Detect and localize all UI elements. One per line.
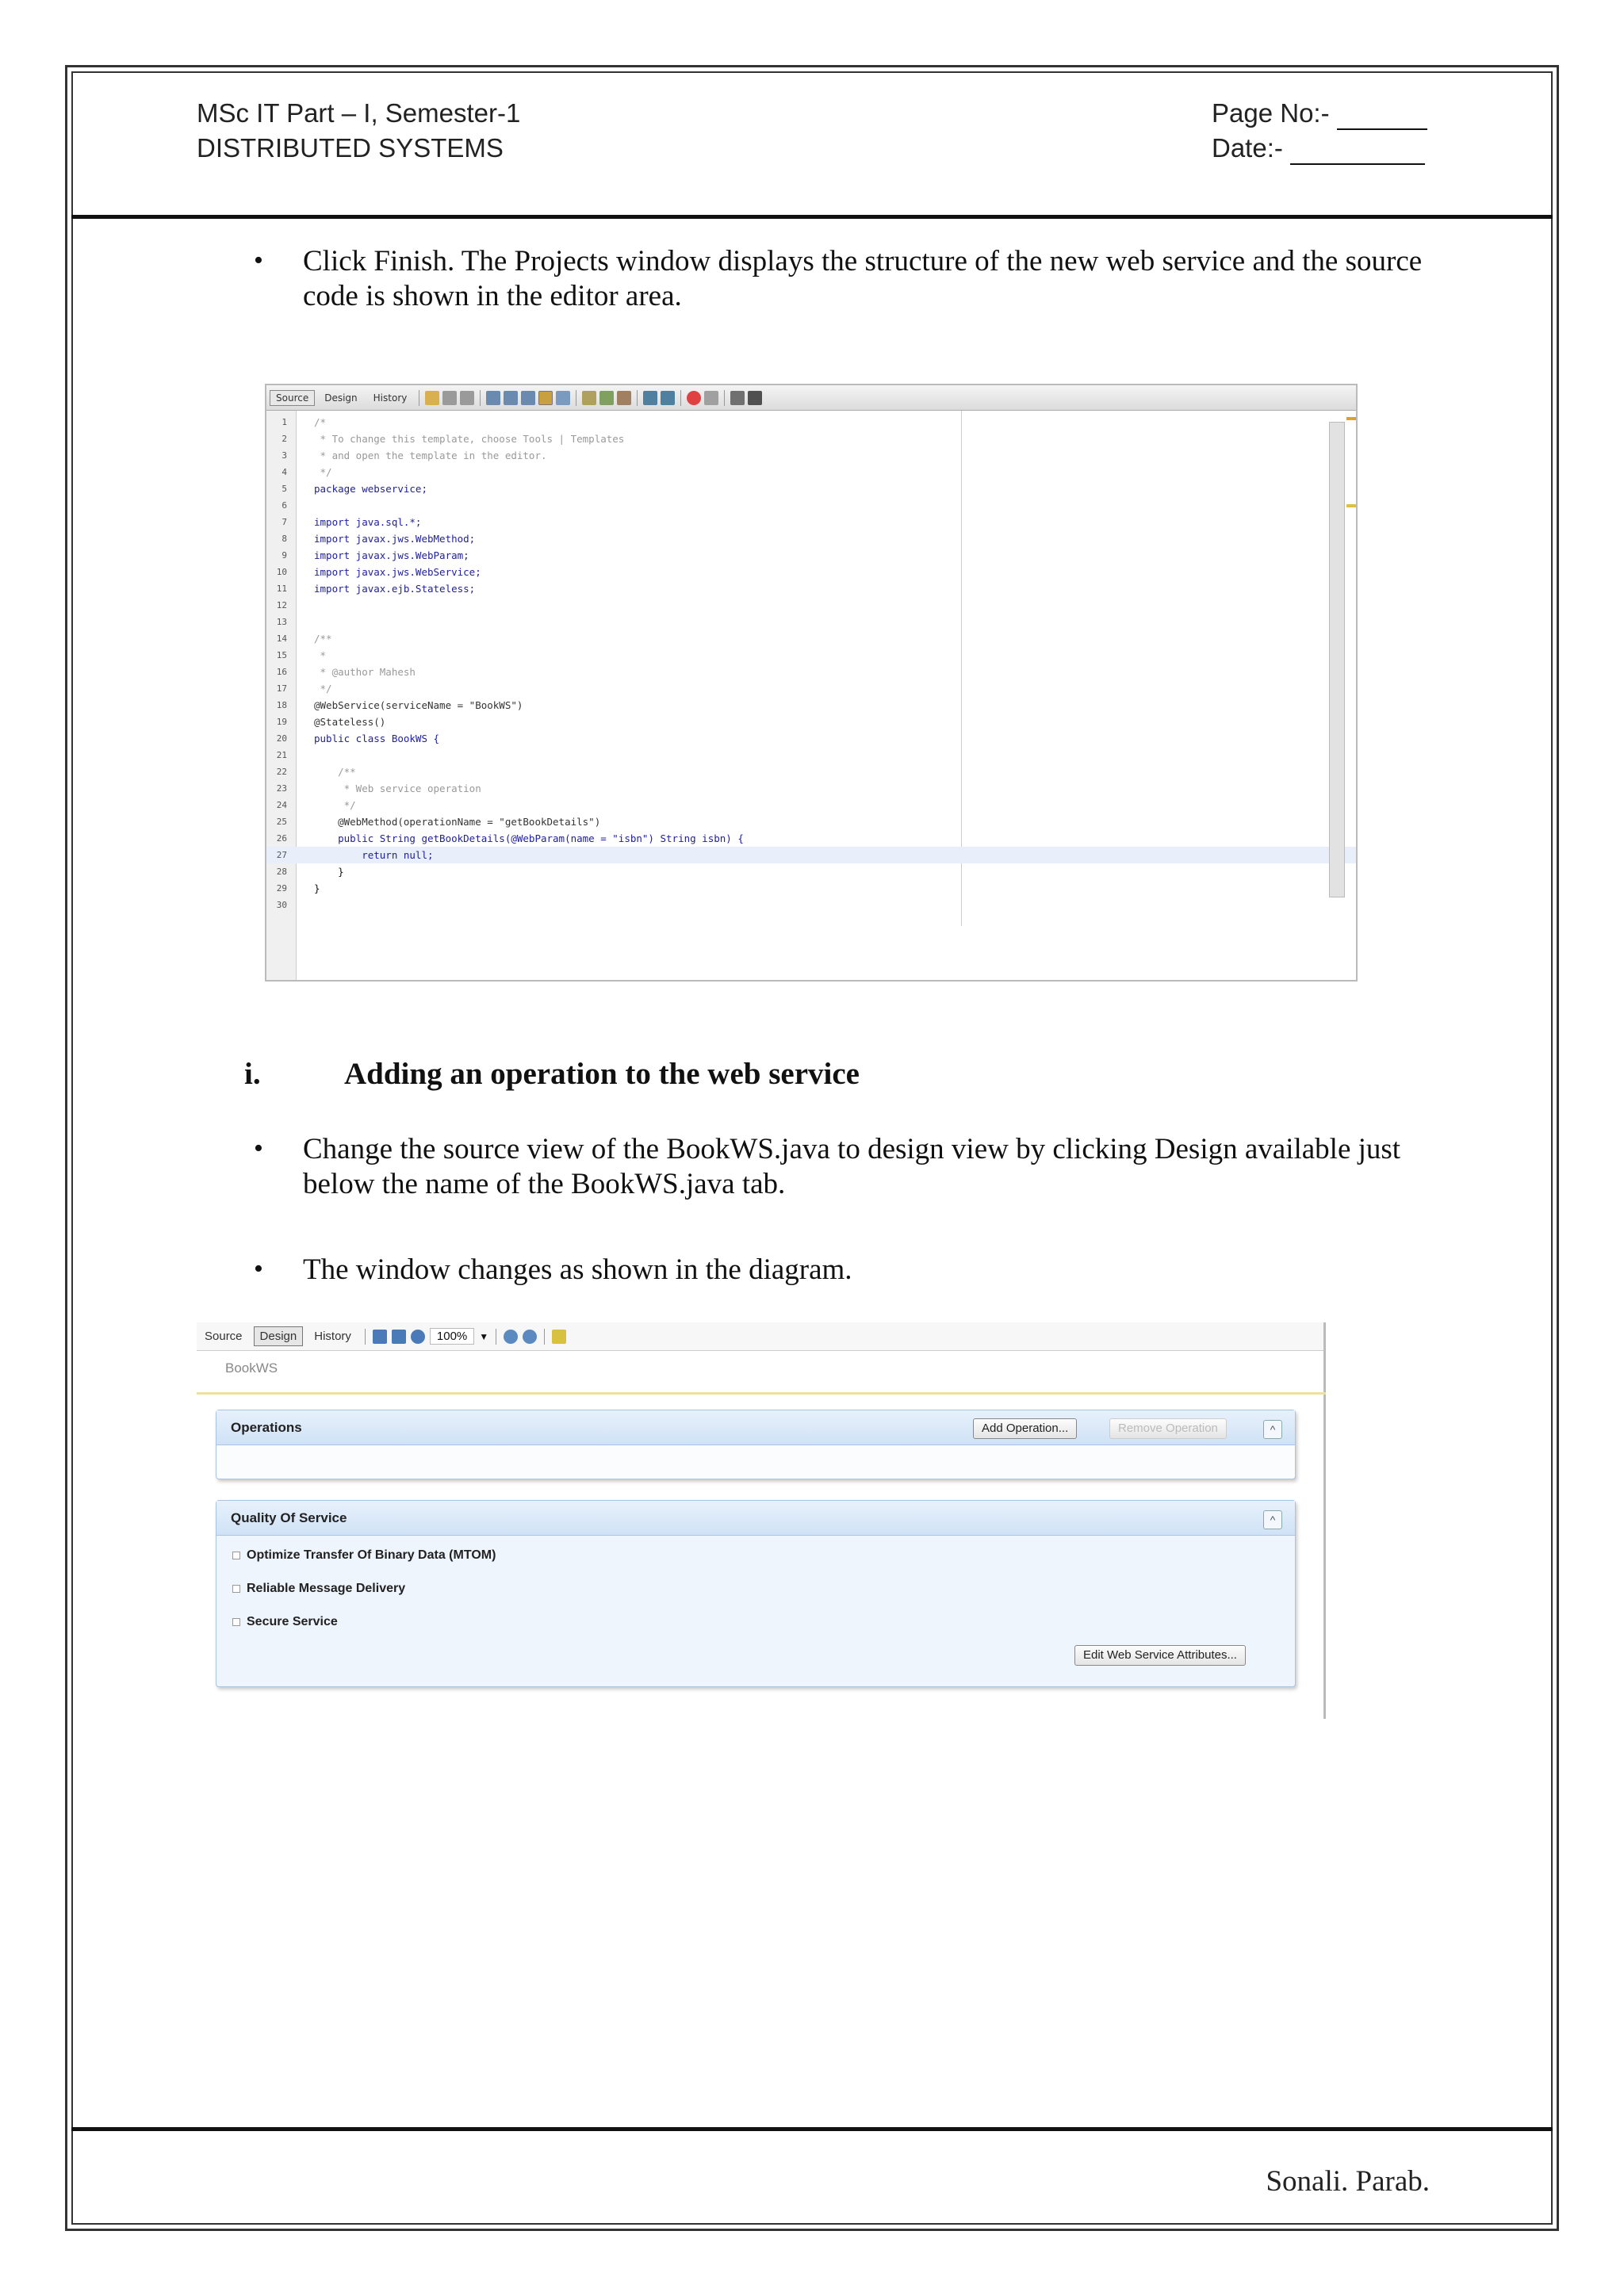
code-line[interactable] <box>266 847 1356 863</box>
service-name-underline <box>197 1392 1326 1395</box>
design-right-border <box>1323 1322 1326 1719</box>
code-line[interactable] <box>266 830 1356 847</box>
operations-panel <box>216 1410 1296 1479</box>
zoom-in-icon[interactable] <box>504 1330 518 1344</box>
diff-icon[interactable] <box>730 391 745 405</box>
paragraph-change-view: Change the source view of the BookWS.java to design view by clicking Design available just below the name of the BookWS.java tab. <box>303 1133 1401 1200</box>
toolbar-separator <box>480 390 481 406</box>
secure-service-label: Secure Service <box>247 1615 338 1628</box>
code-line[interactable] <box>266 697 1356 714</box>
code-text: } <box>314 882 320 894</box>
find-next-icon[interactable] <box>521 391 535 405</box>
find-icon[interactable] <box>486 391 500 405</box>
error-stripe-marker <box>1346 504 1356 507</box>
date-blank <box>1290 133 1425 165</box>
code-text: /* <box>314 416 327 428</box>
add-operation-button[interactable]: Add Operation... <box>973 1418 1077 1439</box>
line-number: 10 <box>276 567 287 577</box>
stop-macro-icon[interactable] <box>704 391 718 405</box>
code-text: * To change this template, choose Tools | Templates <box>314 433 625 445</box>
line-number: 15 <box>276 650 287 660</box>
error-stripe-marker <box>1346 417 1356 420</box>
code-line[interactable] <box>266 714 1356 730</box>
code-text: * <box>314 649 327 661</box>
code-text: import javax.jws.WebMethod; <box>314 533 476 545</box>
code-text: import javax.jws.WebService; <box>314 566 481 578</box>
shift-right-icon[interactable] <box>599 391 614 405</box>
last-edit-icon[interactable] <box>425 391 439 405</box>
edit-attributes-button[interactable]: Edit Web Service Attributes... <box>1074 1645 1246 1666</box>
record-macro-icon[interactable] <box>687 391 701 405</box>
code-text: */ <box>314 799 356 811</box>
line-number: 12 <box>276 600 287 610</box>
fit-width-icon[interactable] <box>392 1330 406 1344</box>
line-number: 30 <box>276 900 287 910</box>
chevron-down-icon[interactable]: ▼ <box>479 1330 489 1342</box>
secure-service-checkbox[interactable] <box>232 1618 240 1626</box>
bookmark-icon[interactable] <box>617 391 631 405</box>
code-line[interactable] <box>266 730 1356 747</box>
collapse-icon[interactable]: ^ <box>1263 1420 1282 1439</box>
code-line[interactable] <box>266 763 1356 780</box>
code-line[interactable] <box>266 480 1356 497</box>
code-text: @WebService(serviceName = "BookWS") <box>314 699 523 711</box>
editor-toolbar <box>266 385 1356 411</box>
code-line[interactable] <box>266 530 1356 547</box>
find-previous-icon[interactable] <box>504 391 518 405</box>
secure-service-option[interactable] <box>232 1615 338 1629</box>
tab-history[interactable]: History <box>373 392 408 404</box>
mtom-label: Optimize Transfer Of Binary Data (MTOM) <box>247 1548 496 1562</box>
header-divider <box>71 215 1553 219</box>
line-number: 21 <box>276 750 287 760</box>
code-line[interactable] <box>266 614 1356 630</box>
code-line[interactable] <box>266 680 1356 697</box>
date-label: Date:- <box>1212 133 1283 163</box>
zoom-select[interactable]: 100% <box>430 1328 474 1345</box>
code-text: @Stateless() <box>314 716 386 728</box>
bullet-dot: • <box>254 1254 263 1284</box>
fit-diagram-icon[interactable] <box>373 1330 387 1344</box>
code-text: import javax.jws.WebParam; <box>314 549 469 561</box>
code-line[interactable] <box>266 514 1356 530</box>
toggle-search-icon[interactable] <box>556 391 570 405</box>
subject-label: DISTRIBUTED SYSTEMS <box>197 133 504 163</box>
mtom-checkbox[interactable] <box>232 1552 240 1559</box>
line-number: 3 <box>282 450 287 461</box>
reliable-delivery-label: Reliable Message Delivery <box>247 1582 406 1595</box>
date-field <box>1212 133 1425 165</box>
code-line[interactable] <box>266 863 1356 880</box>
code-text: /** <box>314 766 356 778</box>
code-line[interactable] <box>266 897 1356 913</box>
code-line[interactable] <box>266 630 1356 647</box>
toolbar-separator <box>637 390 638 406</box>
reliable-delivery-checkbox[interactable] <box>232 1585 240 1593</box>
tab-source[interactable]: Source <box>270 390 315 406</box>
tab-history[interactable]: History <box>314 1330 351 1343</box>
quality-of-service-panel <box>216 1500 1296 1687</box>
section-title: Adding an operation to the web service <box>344 1057 860 1091</box>
line-number: 19 <box>276 717 287 727</box>
zoom-out-icon[interactable] <box>523 1330 537 1344</box>
qos-title: Quality Of Service <box>231 1510 347 1525</box>
code-text: } <box>314 866 344 878</box>
line-number: 4 <box>282 467 287 477</box>
vertical-scrollbar[interactable] <box>1329 422 1345 897</box>
code-text: return null; <box>314 849 434 861</box>
code-line[interactable] <box>266 747 1356 763</box>
line-number: 9 <box>282 550 287 561</box>
toolbar-separator <box>544 1329 545 1345</box>
code-text: * @author Mahesh <box>314 666 416 678</box>
collapse-icon[interactable]: ^ <box>1263 1510 1282 1529</box>
line-number: 22 <box>276 767 287 777</box>
tab-source[interactable]: Source <box>205 1330 243 1343</box>
line-number: 7 <box>282 517 287 527</box>
code-text: */ <box>314 466 332 478</box>
author-name: Sonali. Parab. <box>1266 2165 1430 2198</box>
line-number: 20 <box>276 733 287 744</box>
code-text: /** <box>314 633 332 645</box>
back-icon[interactable] <box>442 391 457 405</box>
tasks-icon[interactable] <box>748 391 762 405</box>
forward-icon[interactable] <box>460 391 474 405</box>
code-text: import java.sql.*; <box>314 516 422 528</box>
line-number: 1 <box>282 417 287 427</box>
code-line[interactable] <box>266 780 1356 797</box>
code-text: */ <box>314 683 332 695</box>
code-text: * and open the template in the editor. <box>314 450 547 461</box>
code-line[interactable] <box>266 797 1356 813</box>
code-text: @WebMethod(operationName = "getBookDetails") <box>314 816 601 828</box>
code-line[interactable] <box>266 464 1356 480</box>
code-text: import javax.ejb.Stateless; <box>314 583 476 595</box>
code-line[interactable] <box>266 447 1356 464</box>
code-line[interactable] <box>266 880 1356 897</box>
code-text: package webservice; <box>314 483 427 495</box>
uncomment-icon[interactable] <box>661 391 675 405</box>
code-line[interactable] <box>266 647 1356 664</box>
tab-design[interactable]: Design <box>254 1326 304 1346</box>
shift-left-icon[interactable] <box>582 391 596 405</box>
page-no-label: Page No:- <box>1212 98 1330 128</box>
line-number: 25 <box>276 817 287 827</box>
line-number: 27 <box>276 850 287 860</box>
operations-title: Operations <box>231 1420 302 1435</box>
paragraph-click-finish: Click Finish. The Projects window displays the structure of the new web service and the source code is shown in the editor area. <box>303 245 1423 312</box>
code-line[interactable] <box>266 497 1356 514</box>
code-line[interactable] <box>266 547 1356 564</box>
line-number: 29 <box>276 883 287 894</box>
code-line[interactable] <box>266 430 1356 447</box>
page-no-blank <box>1337 98 1427 130</box>
bullet-dot: • <box>254 246 263 275</box>
paragraph-window-changes: The window changes as shown in the diagram. <box>303 1253 852 1286</box>
code-line[interactable] <box>266 564 1356 580</box>
line-number: 23 <box>276 783 287 794</box>
line-number: 5 <box>282 484 287 494</box>
code-line[interactable] <box>266 813 1356 830</box>
design-toolbar <box>197 1322 1326 1351</box>
section-number: i. <box>244 1057 261 1091</box>
comment-icon[interactable] <box>552 1330 566 1344</box>
line-number: 24 <box>276 800 287 810</box>
code-text: public class BookWS { <box>314 733 440 744</box>
bullet-dot: • <box>254 1134 263 1163</box>
zoom-reset-icon[interactable] <box>411 1330 425 1344</box>
toolbar-separator <box>365 1329 366 1345</box>
tab-design[interactable]: Design <box>324 392 358 404</box>
remove-operation-button[interactable]: Remove Operation <box>1109 1418 1227 1439</box>
service-name: BookWS <box>225 1360 278 1376</box>
course-label: MSc IT Part – I, Semester-1 <box>197 98 521 128</box>
mtom-option[interactable] <box>232 1548 496 1563</box>
line-number: 16 <box>276 667 287 677</box>
line-number: 2 <box>282 434 287 444</box>
operations-panel-header <box>216 1410 1295 1445</box>
line-number: 17 <box>276 683 287 694</box>
code-line[interactable] <box>266 414 1356 430</box>
line-number: 8 <box>282 534 287 544</box>
toolbar-separator <box>724 390 725 406</box>
line-number: 11 <box>276 584 287 594</box>
line-number: 6 <box>282 500 287 511</box>
qos-panel-header <box>216 1501 1295 1536</box>
line-number: 13 <box>276 617 287 627</box>
line-number: 26 <box>276 833 287 844</box>
line-number: 14 <box>276 633 287 644</box>
code-text: * Web service operation <box>314 783 481 794</box>
toolbar-separator <box>680 390 681 406</box>
line-number: 18 <box>276 700 287 710</box>
code-line[interactable] <box>266 580 1356 597</box>
page-no-field <box>1212 98 1427 130</box>
design-view-screenshot <box>197 1322 1326 1719</box>
line-number: 28 <box>276 867 287 877</box>
footer-divider <box>71 2127 1553 2131</box>
reliable-delivery-option[interactable] <box>232 1582 405 1596</box>
code-line[interactable] <box>266 664 1356 680</box>
code-text: public String getBookDetails(@WebParam(name = "isbn") String isbn) { <box>314 832 744 844</box>
comment-icon[interactable] <box>643 391 657 405</box>
code-line[interactable] <box>266 597 1356 614</box>
toggle-highlight-icon[interactable] <box>538 391 553 405</box>
editor-screenshot <box>265 384 1358 982</box>
